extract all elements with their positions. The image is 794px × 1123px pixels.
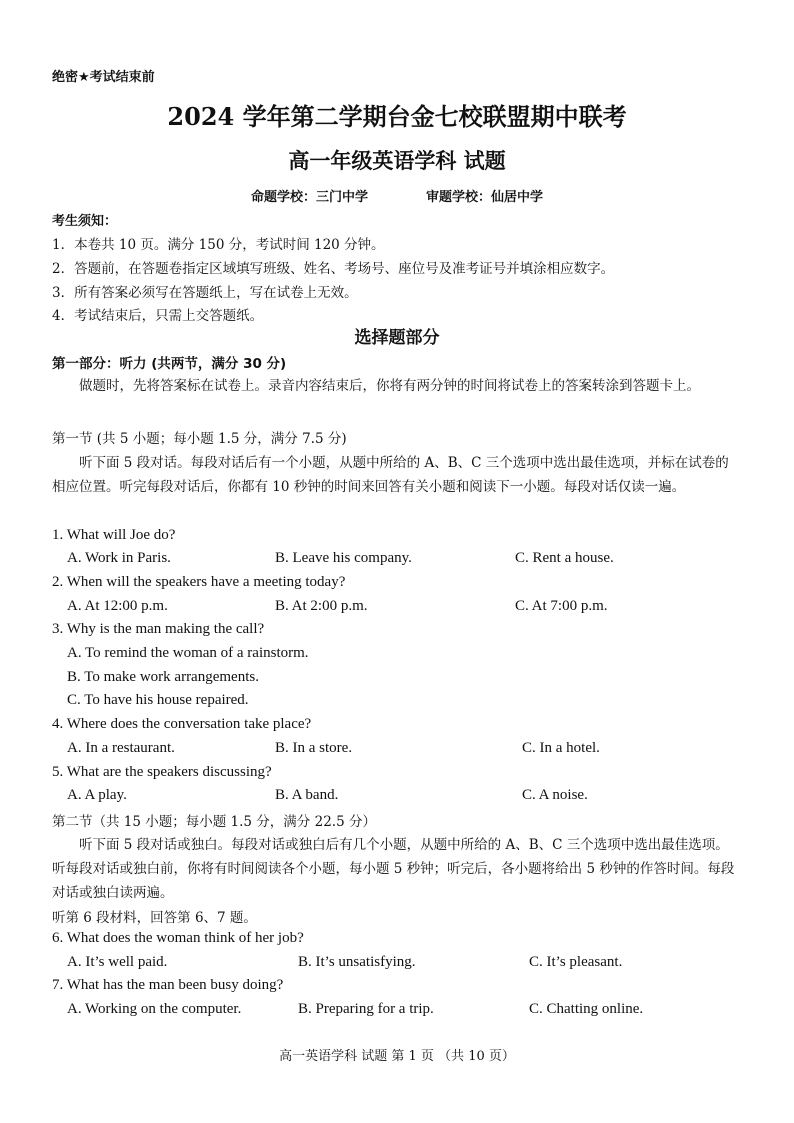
question-option: A. Working on the computer. (67, 1001, 242, 1017)
section1-instructions: 听下面 5 段对话。每段对话后有一个小题，从题中所给的 A、B、C 三个选项中选出最佳选项，并标在试卷的相应位置。听完每段对话后，你都有 10 秒钟的时间来回答有关小题和阅读下一小题。每段对话仅读一遍。 (52, 455, 729, 495)
question-stem: 5. What are the speakers discussing? (52, 764, 272, 780)
question-option: A. A play. (67, 787, 127, 803)
exam-subtitle: 高一年级英语学科 试题 (288, 148, 506, 173)
question-stem: 2. When will the speakers have a meeting today? (52, 574, 346, 590)
question-option: C. Chatting online. (529, 1001, 644, 1017)
question-option: B. To make work arrangements. (67, 669, 259, 685)
question-option: C. To have his house repaired. (67, 692, 249, 708)
question-option: A. At 12:00 p.m. (67, 598, 168, 614)
question-stem: 4. Where does the conversation take place? (52, 716, 312, 732)
notice-item: 2．答题前，在答题卷指定区域填写班级、姓名、考场号、座位号及准考证号并填涂相应数字。 (52, 261, 615, 277)
question-option: A. Work in Paris. (67, 550, 171, 566)
question-option: B. Leave his company. (275, 550, 412, 566)
question-option: C. It’s pleasant. (529, 954, 623, 970)
section1-title: 第一节 (共 5 小题；每小题 1.5 分，满分 7.5 分) (52, 431, 347, 447)
school-credits (0, 186, 794, 205)
question-option: C. At 7:00 p.m. (515, 598, 608, 614)
reviewer-school: 审题学校：仙居中学 (426, 190, 544, 205)
question-option: C. In a hotel. (522, 740, 600, 756)
question-option: B. At 2:00 p.m. (275, 598, 368, 614)
confidential-mark: 绝密★考试结束前 (52, 70, 155, 85)
question-stem: 6. What does the woman think of her job? (52, 930, 304, 946)
question-option: B. Preparing for a trip. (298, 1001, 434, 1017)
question-option: B. It’s unsatisfying. (298, 954, 416, 970)
section2-instructions: 听下面 5 段对话或独白。每段对话或独白后有几个小题，从题中所给的 A、B、C 三个选项中选出最佳选项。听每段对话或独白前，你将有时间阅读各个小题，每小题 5 秒钟；听完后，各小题将给出 5 秒钟的作答时间。每段对话或独白读两遍。 (52, 837, 735, 901)
question-option: A. To remind the woman of a rainstorm. (67, 645, 309, 661)
notice-title: 考生须知： (52, 214, 118, 229)
section-title: 选择题部分 (354, 328, 440, 348)
part-title: 第一部分：听力 (共两节，满分 30 分) (52, 356, 287, 372)
question-option: C. Rent a house. (515, 550, 614, 566)
question-option: B. In a store. (275, 740, 353, 756)
question-option: B. A band. (275, 787, 339, 803)
part-intro: 做题时，先将答案标在试卷上。录音内容结束后，你将有两分钟的时间将试卷上的答案转涂到答题卡上。 (79, 378, 700, 394)
question-option: A. In a restaurant. (67, 740, 175, 756)
exam-title: 2024 学年第二学期台金七校联盟期中联考 (167, 102, 627, 131)
notice-item: 3．所有答案必须写在答题纸上，写在试卷上无效。 (52, 285, 358, 301)
question-option: C. A noise. (522, 787, 588, 803)
page-footer: 高一英语学科 试题 第 1 页 （共 10 页） (279, 1049, 515, 1064)
notice-item: 1．本卷共 10 页。满分 150 分，考试时间 120 分钟。 (52, 237, 385, 253)
setter-school: 命题学校：三门中学 (250, 190, 368, 205)
section2-title: 第二节（共 15 小题；每小题 1.5 分，满分 22.5 分） (52, 814, 376, 830)
question-stem: 3. Why is the man making the call? (52, 621, 265, 637)
question-option: A. It’s well paid. (67, 954, 168, 970)
question-stem: 7. What has the man been busy doing? (52, 977, 284, 993)
question-stem: 1. What will Joe do? (52, 527, 176, 543)
notice-item: 4．考试结束后，只需上交答题纸。 (52, 308, 264, 324)
material-note: 听第 6 段材料，回答第 6、7 题。 (52, 910, 257, 926)
